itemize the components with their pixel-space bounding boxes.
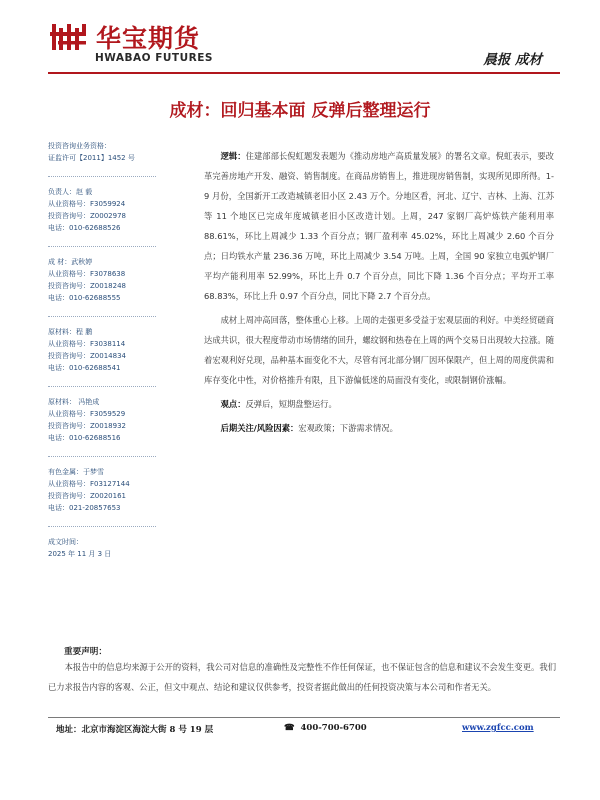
analyst-name: 原材料：程 鹏 bbox=[48, 328, 93, 336]
phone-number: 电话：010-62688555 bbox=[48, 294, 121, 302]
phone-number: 电话：010-62688516 bbox=[48, 434, 121, 442]
telephone-icon: ☎ bbox=[284, 723, 295, 733]
risk-paragraph bbox=[204, 418, 554, 438]
company-logo-icon bbox=[50, 22, 88, 52]
footer-phone bbox=[284, 723, 367, 733]
sidebar-divider bbox=[48, 316, 156, 317]
analyst-block bbox=[48, 186, 198, 234]
logic-paragraph bbox=[204, 146, 554, 306]
company-name-cn: 华宝期货 bbox=[96, 24, 201, 53]
disclaimer-title: 重要声明： bbox=[64, 647, 107, 657]
risk-text: 宏观政策；下游需求情况。 bbox=[298, 423, 398, 433]
analyst-block bbox=[48, 256, 198, 304]
footer-divider bbox=[48, 717, 560, 718]
risk-label: 后期关注/风险因素： bbox=[220, 423, 299, 433]
view-paragraph bbox=[204, 394, 554, 414]
footer-address: 地址：北京市海淀区海淀大街 8 号 19 层 bbox=[56, 725, 214, 735]
date-block bbox=[48, 536, 198, 560]
phone-number: 电话：010-62688541 bbox=[48, 364, 121, 372]
analyst-block bbox=[48, 326, 198, 374]
market-paragraph: 成材上周冲高回落，整体重心上移。上周的走强更多受益于宏观层面的利好。中美经贸磋商达成共识，很大程度带动市场情绪的回升，螺纹钢和热卷在上周的两个交易日出现较大拉涨。随着宏观利好兑现，品种基本面变化不大，尽管有河北部分钢厂因环保限产，但上周的周度供需和库存变化中性，对价格推升有限，且下游偏低迷的局面没有变化，或限制钢价涨幅。 bbox=[204, 315, 554, 385]
consult-number: 投资咨询号：Z0018248 bbox=[48, 282, 126, 290]
logic-text: 住建部部长倪虹题发表题为《推动房地产高质量发展》的署名文章。倪虹表示，要改革完善房地产开发、融资、销售制度。在商品房销售上，推进现房销售制，实现所见即所得。1-9 月份，全国新开工改造城镇老旧小区 2.43 万个。分地区看，河北、辽宁、吉林、上海、江苏等 11 个地区已完成年度城镇老旧小区改造计划。上周，247 家钢厂高炉炼铁产能利用率 88.61%，环比上周减少 1.33 个百分点；钢厂盈利率 45.02%，环比上周减少 2.60 个百分点；日均铁水产量 236.36 万吨，环比上周减少 3.54 万吨。上周，全国 90 家独立电弧炉钢厂平均产能利用率 52.99%，环比上升 0.7 个百分点，同比下降 1.36 个百分点；平均开工率 68.83%，环比上升 0.97 个百分点，同比下降 2.7 个百分点。 bbox=[204, 151, 554, 301]
view-text: 反弹后，短期盘整运行。 bbox=[245, 399, 337, 409]
website-link[interactable]: www.zgfcc.com bbox=[462, 723, 534, 733]
license-number: 从业资格号：F3038114 bbox=[48, 340, 126, 348]
consult-number: 投资咨询号：Z0002978 bbox=[48, 212, 126, 220]
license-number: 从业资格号：F3059529 bbox=[48, 410, 126, 418]
license-number: 从业资格号：F3078638 bbox=[48, 270, 126, 278]
license-number: 从业资格号：F03127144 bbox=[48, 480, 130, 488]
sidebar-divider bbox=[48, 246, 156, 247]
consult-number: 投资咨询号：Z0014834 bbox=[48, 352, 126, 360]
phone-number: 400-700-6700 bbox=[300, 723, 367, 733]
consult-number: 投资咨询号：Z0020161 bbox=[48, 492, 126, 500]
license-number: 从业资格号：F3059924 bbox=[48, 200, 126, 208]
header-divider bbox=[48, 72, 560, 74]
view-label: 观点： bbox=[220, 399, 246, 409]
analyst-block bbox=[48, 466, 198, 514]
sidebar-divider bbox=[48, 386, 156, 387]
logic-label: 逻辑： bbox=[220, 151, 246, 161]
report-body bbox=[204, 146, 554, 442]
sidebar-divider bbox=[48, 526, 156, 527]
sidebar-divider bbox=[48, 456, 156, 457]
company-name-en: HWABAO FUTURES bbox=[95, 52, 213, 64]
report-date: 2025 年 11 月 3 日 bbox=[48, 550, 112, 558]
analyst-name: 原材料： 冯艳成 bbox=[48, 398, 100, 406]
analyst-name: 负责人：赵 毅 bbox=[48, 188, 93, 196]
analyst-info-column bbox=[48, 140, 198, 572]
analyst-name: 有色金属：于梦雪 bbox=[48, 468, 104, 476]
disclaimer-text: 本报告中的信息均来源于公开的资料，我公司对信息的准确性及完整性不作任何保证，也不保证包含的信息和建议不会发生变更。我们已力求报告内容的客观、公正，但文中观点、结论和建议仅供参考，投资者据此做出的任何投资决策与本公司和作者无关。 bbox=[48, 662, 556, 692]
info-line: 证监许可【2011】1452 号 bbox=[48, 154, 135, 162]
phone-number: 电话：010-62688526 bbox=[48, 224, 121, 232]
analyst-block bbox=[48, 396, 198, 444]
phone-number: 电话：021-20857653 bbox=[48, 504, 121, 512]
analyst-name: 成 材：武秋婷 bbox=[48, 258, 93, 266]
license-block bbox=[48, 140, 198, 164]
date-label: 成文时间： bbox=[48, 538, 83, 546]
sidebar-divider bbox=[48, 176, 156, 177]
info-line: 投资咨询业务资格： bbox=[48, 142, 111, 150]
report-title: 成材：回归基本面 反弹后整理运行 bbox=[169, 101, 431, 121]
consult-number: 投资咨询号：Z0018932 bbox=[48, 422, 126, 430]
report-type-label: 晨报 成材 bbox=[483, 52, 542, 68]
